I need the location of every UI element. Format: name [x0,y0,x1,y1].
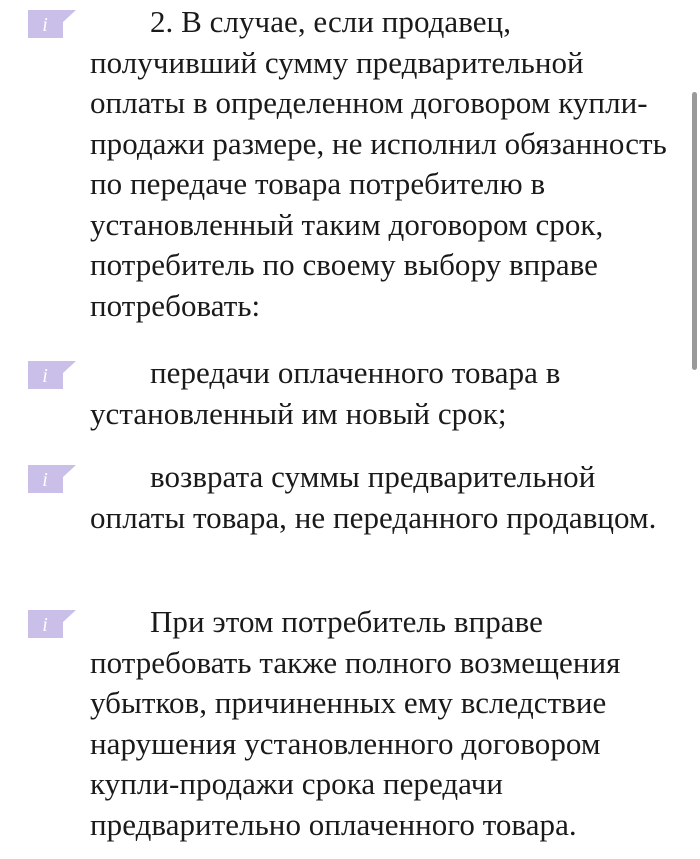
paragraph-text: возврата суммы предварительной оплаты товара, не переданного продавцом. [90,459,657,535]
svg-text:i: i [42,365,48,387]
svg-text:i: i [42,614,48,636]
paragraph-text: 2. В случае, если продавец, получивший сумму предварительной оплаты в определенном договором купли-продажи размере, не исполнил обязанность по передаче товара потребителю в установленный таким договором срок, потребитель по своему выбору вправе потребовать: [90,4,667,323]
paragraph-text: При этом потребитель вправе потребовать также полного возмещения убытков, причиненных ему вследствие нарушения установленного договором купли-продажи срока передачи предварительно оплаченного товара. [90,604,621,842]
info-icon[interactable] [28,361,80,389]
info-icon[interactable] [28,610,80,638]
info-icon[interactable] [28,10,80,38]
info-icon[interactable] [28,465,80,493]
svg-text:i: i [42,469,48,491]
scrollbar-thumb[interactable] [692,92,697,370]
paragraph-text: передачи оплаченного товара в установленный им новый срок; [90,355,561,431]
svg-text:i: i [42,14,48,36]
